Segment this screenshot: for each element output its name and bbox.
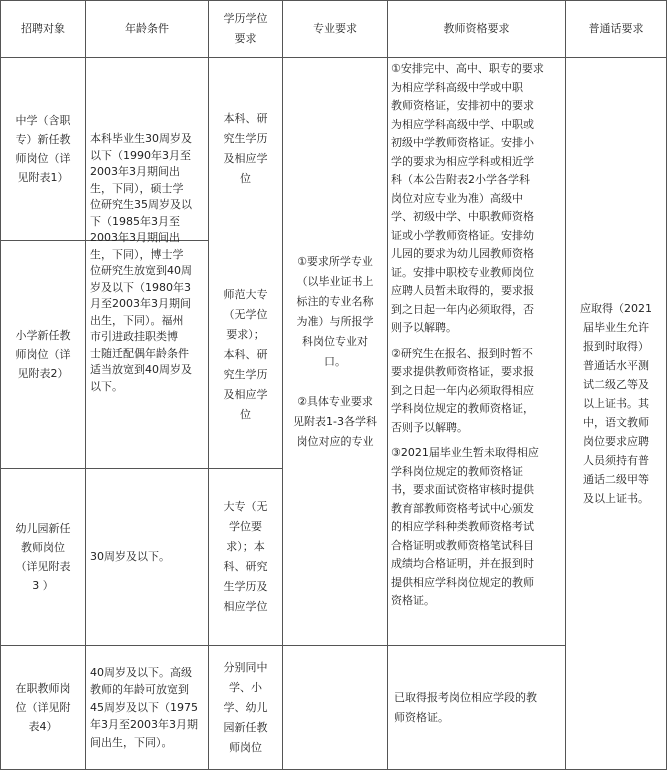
row-target-middle-school: 中学（含职 专）新任教 师岗位（详 见附表1） xyxy=(15,114,71,184)
header-education: 学历学位 要求 xyxy=(223,12,268,45)
header-major: 专业要求 xyxy=(313,22,357,35)
row-target-in-service: 在职教师岗 位（详见附 表4） xyxy=(15,682,71,733)
age-kindergarten: 30周岁及以下。 xyxy=(90,550,170,563)
header-qualification: 教师资格要求 xyxy=(443,22,510,35)
qualification-item-1: ①安排完中、高中、职专的要求 为相应学科高级中学或中职 教师资格证，安排初中的要求 为相应学科高级中学、中职或 初级中学教师资格证。安排小 学的要求为相应学科或相近学 科（本公告附表2小学各学科 岗位对应专业为准）高级中 学、初级中学、中职教师资格 证或小学教师资格证。安排幼 儿园的要求为幼儿园教师资格 证。安排中职校专业教师岗位 应聘人员暂未取得的，要求报 到之日起一年内必须取得，否 则予以解聘。 xyxy=(391,62,544,334)
major-requirement: ①要求所学专业 （以毕业证书上 标注的专业名称 为准）与所报学 科岗位专业对 口。 ②具体专业要求 见附表1-3各学科 岗位对应的专业 xyxy=(293,254,377,448)
row-target-primary-school: 小学新任教 师岗位（详 见附表2） xyxy=(15,329,71,380)
row-target-kindergarten: 幼儿园新任 教师岗位 （详见附表 3 ） xyxy=(15,522,71,592)
mandarin-requirement: 应取得（2021 届毕业生允许 报到时取得） 普通话水平测 试二级乙等及 以上证书。其 中，语文教师 岗位要求应聘 人员须持有普 通话二级甲等 及以上证书。 xyxy=(580,302,652,505)
age-middle-primary: 本科毕业生30周岁及 以下（1990年3月至 2003年3月期间出 生，下同），硕士学 位研究生35周岁及以 下（1985年3月至 2003年3月期间出 生，下同），博士学 位研究生放宽到40周 岁及以下（1980年3 月至2003年3月期间 出生，下同）。福州 市引进政挂职类博 士随迁配偶年龄条件 适当放宽到40周岁及 以下。 xyxy=(90,132,192,393)
header-mandarin: 普通话要求 xyxy=(588,22,644,35)
age-in-service: 40周岁及以下。高级 教师的年龄可放宽到 45周岁及以下（1975 年3月至2003年3月期 间出生，下同）。 xyxy=(90,665,198,749)
education-primary-school: 师范大专 （无学位 要求）； 本科、研 究生学历 及相应学 位 xyxy=(223,287,268,421)
qualification-new-teachers xyxy=(388,60,565,645)
education-kindergarten: 大专（无 学位要 求）；本 科、研究 生学历及 相应学位 xyxy=(223,500,268,613)
qualification-item-3: ③2021届毕业生暂未取得相应 学科岗位规定的教师资格证 书，要求面试资格审核时提供 教育部教师资格考试中心颁发 的相应学科种类教师资格考试 合格证明或教师资格笔试科目 成绩均合格证明，并在报到时 提供相应学科岗位规定的教师 资格证。 xyxy=(391,446,539,607)
header-age: 年龄条件 xyxy=(125,22,169,35)
header-target: 招聘对象 xyxy=(21,22,65,35)
qualification-item-2: ②研究生在报名、报到时暂不 要求提供教师资格证，要求报 到之日起一年内必须取得相应 学科岗位规定的教师资格证， 否则予以解聘。 xyxy=(391,346,534,434)
education-in-service: 分别同中 学、小 学、幼儿 园新任教 师岗位 xyxy=(223,660,268,754)
education-middle-school: 本科、研 究生学历 及相应学 位 xyxy=(223,112,268,185)
qualification-in-service: 已取得报考岗位相应学段的教 师资格证。 xyxy=(394,690,537,724)
